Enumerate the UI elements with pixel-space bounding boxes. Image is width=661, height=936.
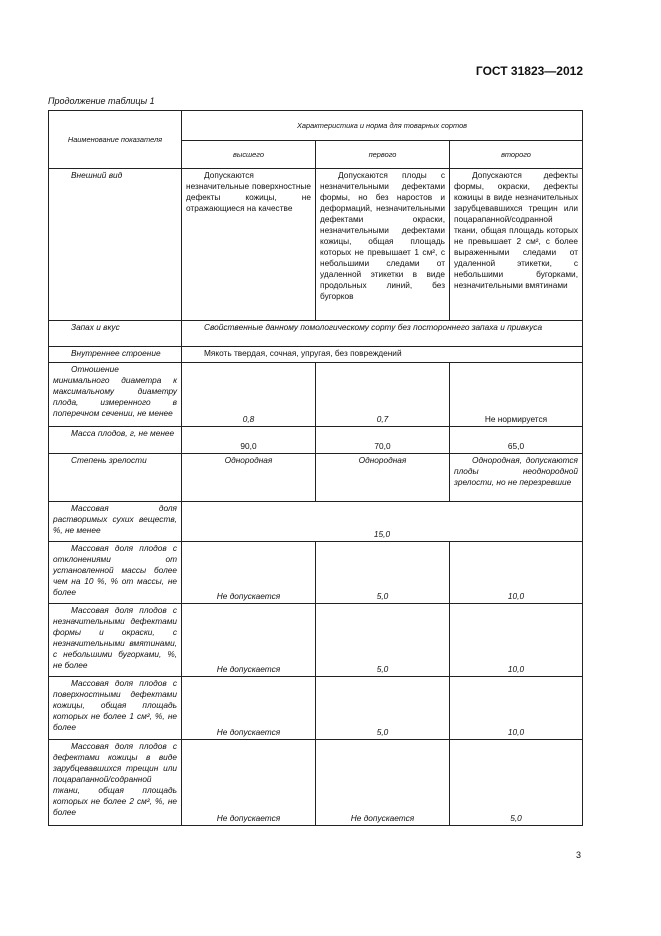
row-name: Внешний вид [49, 169, 182, 321]
value-first: 0,7 [316, 363, 450, 427]
value-highest: Не допускается [182, 740, 316, 826]
value-highest: Допускаются незначительные поверхностные дефекты кожицы, не отражающиеся на качестве [182, 169, 316, 321]
table-row [49, 604, 583, 677]
row-name: Отношение минимального диаметра к максимальному диаметру плода, измеренного в поперечном сечении, не менее [49, 363, 182, 427]
table-row [49, 542, 583, 604]
row-name: Массовая доля плодов с отклонениями от установленной массы более чем на 10 %, % от массы, не более [49, 542, 182, 604]
table-row [49, 363, 583, 427]
quality-table [48, 110, 583, 826]
value-highest: Однородная [182, 454, 316, 502]
page-number: 3 [575, 850, 581, 860]
value-second: Не нормируется [450, 363, 583, 427]
header-grade-first: первого [316, 141, 450, 169]
header-grade-group: Характеристика и норма для товарных сортов [182, 111, 583, 141]
table-row [49, 347, 583, 363]
value-highest: Не допускается [182, 604, 316, 677]
table-row [49, 454, 583, 502]
row-name: Масса плодов, г, не менее [49, 427, 182, 454]
standard-number: ГОСТ 31823—2012 [475, 64, 583, 78]
value-second: Однородная, допускаются плоды неоднородной зрелости, но не перезревшие [450, 454, 583, 502]
value-second: 10,0 [450, 542, 583, 604]
value-first: 70,0 [316, 427, 450, 454]
value-highest: Не допускается [182, 677, 316, 740]
row-name: Внутреннее строение [49, 347, 182, 363]
value-highest: 0,8 [182, 363, 316, 427]
value-first: Однородная [316, 454, 450, 502]
row-name: Массовая доля плодов с поверхностными дефектами кожицы, общая площадь которых не более 1 см², %, не более [49, 677, 182, 740]
table-row [49, 169, 583, 321]
value-second: 10,0 [450, 677, 583, 740]
value-highest: Не допускается [182, 542, 316, 604]
header-grade-highest: высшего [182, 141, 316, 169]
header-grade-second: второго [450, 141, 583, 169]
value-second: 10,0 [450, 604, 583, 677]
value-all-grades: Мякоть твердая, сочная, упругая, без повреждений [182, 347, 583, 363]
row-name: Массовая доля растворимых сухих веществ, %, не менее [49, 502, 182, 542]
value-all-grades: Свойственные данному помологическому сорту без постороннего запаха и привкуса [182, 321, 583, 347]
value-second: Допускаются дефекты формы, окраски, дефекты кожицы в виде незначительных зарубцевавшихся трещин или поцарапанной/содранной ткани, общая площадь которых не превышает 2 см², с более выраженными следами от удаленной этикетки, с небольшими бугорками, незначительными вмятинами [450, 169, 583, 321]
header-indicator-name: Наименование показателя [49, 111, 182, 169]
table-row [49, 321, 583, 347]
value-first: 5,0 [316, 542, 450, 604]
value-second: 65,0 [450, 427, 583, 454]
table-row [49, 677, 583, 740]
value-first: 5,0 [316, 604, 450, 677]
row-name: Массовая доля плодов с дефектами кожицы в виде зарубцевавшихся трещин или поцарапанной/содранной ткани, общая площадь которых не более 2 см², %, не более [49, 740, 182, 826]
table-continuation-caption: Продолжение таблицы 1 [48, 96, 155, 106]
value-all-grades: 15,0 [182, 502, 583, 542]
row-name: Степень зрелости [49, 454, 182, 502]
value-highest: 90,0 [182, 427, 316, 454]
row-name: Массовая доля плодов с незначительными дефектами формы и окраски, с незначительными вмятинами, с небольшими бугорками, %, не более [49, 604, 182, 677]
table-row [49, 502, 583, 542]
value-first: 5,0 [316, 677, 450, 740]
value-first: Допускаются плоды с незначительными дефектами формы, но без наростов и деформаций, незначительными дефектами окраски, незначительными дефектами кожицы, общая площадь которых не превышает 1 см², с небольшими следами от удаленной этикетки в виде продольных линий, без бугорков [316, 169, 450, 321]
value-first: Не допускается [316, 740, 450, 826]
row-name: Запах и вкус [49, 321, 182, 347]
value-second: 5,0 [450, 740, 583, 826]
table-row [49, 740, 583, 826]
table-row [49, 427, 583, 454]
